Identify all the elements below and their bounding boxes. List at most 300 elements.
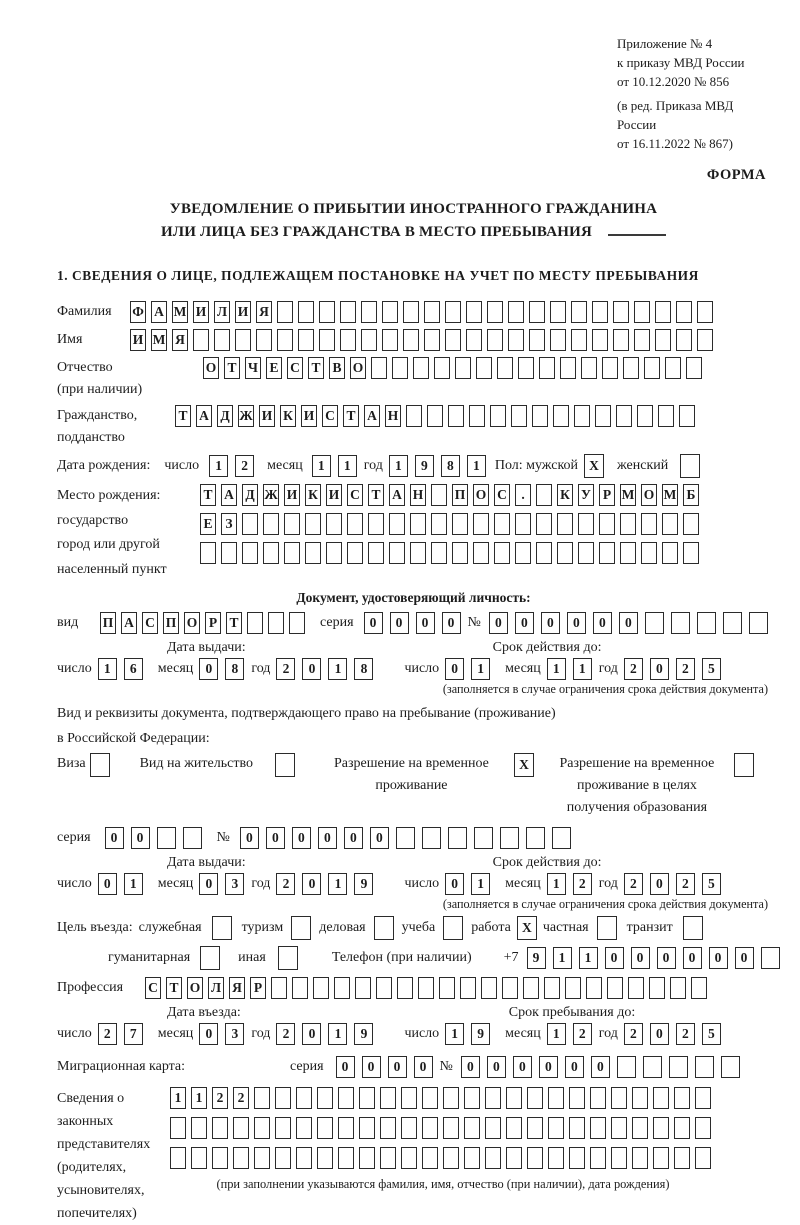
char-cell[interactable]: 1 (547, 658, 566, 680)
entry-month-boxes[interactable] (199, 1023, 251, 1045)
char-cell[interactable] (665, 357, 681, 379)
stay-until-year-boxes[interactable] (624, 1023, 728, 1045)
char-cell[interactable]: М (662, 484, 678, 506)
char-cell[interactable] (653, 1117, 669, 1139)
char-cell[interactable] (305, 513, 321, 535)
stay-until-day-boxes[interactable] (445, 1023, 497, 1045)
char-cell[interactable] (611, 1087, 627, 1109)
char-cell[interactable]: 2 (573, 1023, 592, 1045)
char-cell[interactable] (431, 542, 447, 564)
char-cell[interactable] (397, 977, 413, 999)
profession-boxes[interactable] (145, 977, 712, 999)
char-cell[interactable] (592, 301, 608, 323)
char-cell[interactable] (317, 1087, 333, 1109)
char-cell[interactable] (476, 357, 492, 379)
char-cell[interactable]: 0 (541, 612, 560, 634)
char-cell[interactable]: И (301, 405, 317, 427)
char-cell[interactable]: Л (214, 301, 230, 323)
char-cell[interactable] (641, 542, 657, 564)
char-cell[interactable] (508, 329, 524, 351)
char-cell[interactable] (212, 916, 232, 940)
char-cell[interactable] (305, 542, 321, 564)
char-cell[interactable] (427, 405, 443, 427)
char-cell[interactable] (617, 1056, 636, 1078)
char-cell[interactable]: П (452, 484, 468, 506)
char-cell[interactable]: Д (242, 484, 258, 506)
char-cell[interactable] (497, 357, 513, 379)
char-cell[interactable] (613, 301, 629, 323)
char-cell[interactable] (637, 405, 653, 427)
char-cell[interactable]: Ж (263, 484, 279, 506)
char-cell[interactable] (380, 1147, 396, 1169)
char-cell[interactable]: 0 (565, 1056, 584, 1078)
char-cell[interactable] (296, 1087, 312, 1109)
char-cell[interactable]: 9 (354, 873, 373, 895)
char-cell[interactable] (275, 753, 295, 777)
char-cell[interactable]: 2 (624, 658, 643, 680)
char-cell[interactable]: Я (172, 329, 188, 351)
char-cell[interactable]: 0 (318, 827, 337, 849)
visa-checkbox[interactable] (90, 753, 110, 777)
char-cell[interactable]: Т (166, 977, 182, 999)
char-cell[interactable]: 5 (702, 873, 721, 895)
char-cell[interactable]: 8 (441, 455, 460, 477)
char-cell[interactable]: 1 (312, 455, 331, 477)
char-cell[interactable]: 0 (292, 827, 311, 849)
char-cell[interactable]: Ф (130, 301, 146, 323)
char-cell[interactable] (284, 513, 300, 535)
char-cell[interactable] (392, 357, 408, 379)
char-cell[interactable] (550, 329, 566, 351)
char-cell[interactable]: 1 (467, 455, 486, 477)
char-cell[interactable]: 2 (624, 1023, 643, 1045)
char-cell[interactable] (313, 977, 329, 999)
char-cell[interactable] (506, 1147, 522, 1169)
char-cell[interactable] (422, 827, 441, 849)
char-cell[interactable] (254, 1117, 270, 1139)
char-cell[interactable] (221, 542, 237, 564)
char-cell[interactable] (347, 513, 363, 535)
char-cell[interactable] (410, 513, 426, 535)
char-cell[interactable] (298, 329, 314, 351)
id-issue-month-boxes[interactable] (199, 658, 251, 680)
char-cell[interactable] (319, 301, 335, 323)
char-cell[interactable] (578, 542, 594, 564)
char-cell[interactable]: Н (410, 484, 426, 506)
char-cell[interactable] (380, 1117, 396, 1139)
char-cell[interactable] (569, 1117, 585, 1139)
char-cell[interactable] (422, 1087, 438, 1109)
char-cell[interactable]: 1 (124, 873, 143, 895)
char-cell[interactable]: Е (200, 513, 216, 535)
char-cell[interactable] (571, 329, 587, 351)
char-cell[interactable] (317, 1117, 333, 1139)
char-cell[interactable]: 1 (547, 1023, 566, 1045)
char-cell[interactable] (464, 1117, 480, 1139)
char-cell[interactable] (235, 329, 251, 351)
char-cell[interactable] (536, 542, 552, 564)
char-cell[interactable] (326, 513, 342, 535)
char-cell[interactable]: 2 (98, 1023, 117, 1045)
char-cell[interactable]: 0 (336, 1056, 355, 1078)
char-cell[interactable] (557, 513, 573, 535)
char-cell[interactable] (599, 513, 615, 535)
char-cell[interactable]: П (100, 612, 116, 634)
char-cell[interactable]: Т (368, 484, 384, 506)
char-cell[interactable] (418, 977, 434, 999)
char-cell[interactable] (511, 405, 527, 427)
char-cell[interactable] (590, 1147, 606, 1169)
phone-boxes[interactable] (527, 947, 787, 969)
doc-number-boxes[interactable] (489, 612, 775, 634)
char-cell[interactable]: 0 (650, 1023, 669, 1045)
char-cell[interactable] (683, 513, 699, 535)
char-cell[interactable] (485, 1117, 501, 1139)
char-cell[interactable]: 0 (461, 1056, 480, 1078)
char-cell[interactable] (616, 405, 632, 427)
char-cell[interactable] (632, 1147, 648, 1169)
char-cell[interactable] (634, 329, 650, 351)
char-cell[interactable]: 0 (362, 1056, 381, 1078)
char-cell[interactable]: 0 (199, 873, 218, 895)
char-cell[interactable] (527, 1147, 543, 1169)
char-cell[interactable] (697, 301, 713, 323)
char-cell[interactable] (359, 1147, 375, 1169)
char-cell[interactable] (474, 827, 493, 849)
purpose-work-checkbox[interactable] (517, 916, 537, 940)
char-cell[interactable] (560, 357, 576, 379)
char-cell[interactable] (653, 1147, 669, 1169)
char-cell[interactable] (485, 1087, 501, 1109)
char-cell[interactable] (396, 827, 415, 849)
char-cell[interactable] (242, 513, 258, 535)
char-cell[interactable] (374, 916, 394, 940)
birthplace-row2[interactable] (200, 513, 704, 535)
char-cell[interactable] (183, 827, 202, 849)
char-cell[interactable]: И (326, 484, 342, 506)
char-cell[interactable]: 0 (105, 827, 124, 849)
char-cell[interactable]: 0 (364, 612, 383, 634)
char-cell[interactable]: Т (200, 484, 216, 506)
char-cell[interactable] (410, 542, 426, 564)
char-cell[interactable] (683, 542, 699, 564)
char-cell[interactable]: 2 (276, 658, 295, 680)
char-cell[interactable]: 9 (415, 455, 434, 477)
char-cell[interactable] (552, 827, 571, 849)
char-cell[interactable]: Р (599, 484, 615, 506)
char-cell[interactable] (611, 1147, 627, 1169)
char-cell[interactable]: 1 (445, 1023, 464, 1045)
char-cell[interactable] (490, 405, 506, 427)
char-cell[interactable] (581, 357, 597, 379)
char-cell[interactable] (544, 977, 560, 999)
char-cell[interactable]: 0 (683, 947, 702, 969)
char-cell[interactable]: 2 (212, 1087, 228, 1109)
char-cell[interactable]: 1 (573, 658, 592, 680)
char-cell[interactable]: А (151, 301, 167, 323)
char-cell[interactable]: Р (205, 612, 221, 634)
char-cell[interactable] (448, 405, 464, 427)
char-cell[interactable]: 0 (416, 612, 435, 634)
char-cell[interactable] (515, 513, 531, 535)
char-cell[interactable]: 1 (547, 873, 566, 895)
char-cell[interactable]: 2 (676, 873, 695, 895)
char-cell[interactable]: 0 (631, 947, 650, 969)
char-cell[interactable] (527, 1117, 543, 1139)
char-cell[interactable]: 8 (354, 658, 373, 680)
char-cell[interactable] (529, 301, 545, 323)
char-cell[interactable]: Я (256, 301, 272, 323)
id-valid-day-boxes[interactable] (445, 658, 497, 680)
char-cell[interactable]: 2 (233, 1087, 249, 1109)
char-cell[interactable]: 2 (624, 873, 643, 895)
char-cell[interactable] (548, 1117, 564, 1139)
char-cell[interactable] (680, 454, 700, 478)
char-cell[interactable]: И (193, 301, 209, 323)
char-cell[interactable]: 3 (225, 1023, 244, 1045)
char-cell[interactable]: 0 (240, 827, 259, 849)
char-cell[interactable] (686, 357, 702, 379)
char-cell[interactable] (569, 1087, 585, 1109)
char-cell[interactable]: 0 (515, 612, 534, 634)
char-cell[interactable] (359, 1117, 375, 1139)
char-cell[interactable]: 0 (489, 612, 508, 634)
stay-series-boxes[interactable] (105, 827, 209, 849)
char-cell[interactable]: Е (266, 357, 282, 379)
char-cell[interactable] (448, 827, 467, 849)
char-cell[interactable] (401, 1117, 417, 1139)
char-cell[interactable]: 0 (199, 1023, 218, 1045)
char-cell[interactable]: 0 (539, 1056, 558, 1078)
char-cell[interactable]: 3 (225, 873, 244, 895)
char-cell[interactable]: 0 (445, 873, 464, 895)
purpose-other-checkbox[interactable] (278, 946, 298, 970)
char-cell[interactable]: X (584, 454, 604, 478)
char-cell[interactable] (298, 301, 314, 323)
char-cell[interactable] (679, 405, 695, 427)
char-cell[interactable]: 0 (591, 1056, 610, 1078)
char-cell[interactable] (443, 1147, 459, 1169)
char-cell[interactable]: 0 (487, 1056, 506, 1078)
temp-residence-checkbox[interactable] (514, 753, 534, 777)
char-cell[interactable]: 0 (302, 658, 321, 680)
char-cell[interactable] (695, 1056, 714, 1078)
char-cell[interactable] (445, 301, 461, 323)
patronymic-boxes[interactable] (203, 357, 707, 379)
char-cell[interactable]: 1 (471, 873, 490, 895)
char-cell[interactable] (674, 1087, 690, 1109)
char-cell[interactable]: 1 (328, 873, 347, 895)
char-cell[interactable] (734, 753, 754, 777)
char-cell[interactable] (406, 405, 422, 427)
char-cell[interactable] (571, 301, 587, 323)
char-cell[interactable]: X (517, 916, 537, 940)
char-cell[interactable]: 0 (513, 1056, 532, 1078)
char-cell[interactable]: К (280, 405, 296, 427)
char-cell[interactable]: И (259, 405, 275, 427)
char-cell[interactable]: 0 (131, 827, 150, 849)
char-cell[interactable] (592, 329, 608, 351)
char-cell[interactable] (481, 977, 497, 999)
char-cell[interactable]: И (235, 301, 251, 323)
char-cell[interactable] (469, 405, 485, 427)
char-cell[interactable] (200, 542, 216, 564)
char-cell[interactable]: 0 (593, 612, 612, 634)
char-cell[interactable]: А (389, 484, 405, 506)
char-cell[interactable]: 2 (573, 873, 592, 895)
stay-valid-year-boxes[interactable] (624, 873, 728, 895)
char-cell[interactable]: С (494, 484, 510, 506)
char-cell[interactable] (340, 301, 356, 323)
char-cell[interactable] (697, 329, 713, 351)
char-cell[interactable] (193, 329, 209, 351)
char-cell[interactable] (662, 513, 678, 535)
char-cell[interactable]: 0 (735, 947, 754, 969)
id-issue-day-boxes[interactable] (98, 658, 150, 680)
char-cell[interactable]: С (347, 484, 363, 506)
char-cell[interactable]: О (203, 357, 219, 379)
char-cell[interactable] (632, 1087, 648, 1109)
char-cell[interactable] (464, 1147, 480, 1169)
char-cell[interactable] (574, 405, 590, 427)
char-cell[interactable] (242, 542, 258, 564)
char-cell[interactable]: Ч (245, 357, 261, 379)
char-cell[interactable] (749, 612, 768, 634)
char-cell[interactable] (359, 1087, 375, 1109)
char-cell[interactable]: М (151, 329, 167, 351)
char-cell[interactable] (494, 542, 510, 564)
char-cell[interactable] (389, 513, 405, 535)
residence-permit-checkbox[interactable] (275, 753, 295, 777)
guardians-row2[interactable] (170, 1117, 716, 1139)
char-cell[interactable] (655, 329, 671, 351)
char-cell[interactable]: . (515, 484, 531, 506)
char-cell[interactable]: С (142, 612, 158, 634)
char-cell[interactable] (674, 1147, 690, 1169)
char-cell[interactable]: Н (385, 405, 401, 427)
char-cell[interactable] (170, 1147, 186, 1169)
char-cell[interactable]: 0 (414, 1056, 433, 1078)
char-cell[interactable] (434, 357, 450, 379)
char-cell[interactable] (424, 301, 440, 323)
char-cell[interactable]: 1 (328, 1023, 347, 1045)
char-cell[interactable] (649, 977, 665, 999)
char-cell[interactable]: 1 (98, 658, 117, 680)
char-cell[interactable]: 0 (266, 827, 285, 849)
char-cell[interactable]: 0 (445, 658, 464, 680)
char-cell[interactable] (292, 977, 308, 999)
char-cell[interactable] (569, 1147, 585, 1169)
char-cell[interactable]: 0 (567, 612, 586, 634)
char-cell[interactable]: У (578, 484, 594, 506)
purpose-humanitarian-checkbox[interactable] (200, 946, 220, 970)
char-cell[interactable] (550, 301, 566, 323)
char-cell[interactable] (565, 977, 581, 999)
char-cell[interactable] (338, 1087, 354, 1109)
char-cell[interactable] (466, 329, 482, 351)
char-cell[interactable] (271, 977, 287, 999)
char-cell[interactable]: О (641, 484, 657, 506)
char-cell[interactable] (506, 1087, 522, 1109)
char-cell[interactable] (278, 946, 298, 970)
char-cell[interactable]: Т (175, 405, 191, 427)
char-cell[interactable] (539, 357, 555, 379)
purpose-study-checkbox[interactable] (443, 916, 463, 940)
char-cell[interactable]: 1 (338, 455, 357, 477)
char-cell[interactable] (439, 977, 455, 999)
citizenship-boxes[interactable] (175, 405, 700, 427)
char-cell[interactable] (529, 329, 545, 351)
char-cell[interactable] (401, 1087, 417, 1109)
char-cell[interactable] (424, 329, 440, 351)
char-cell[interactable]: 0 (657, 947, 676, 969)
purpose-transit-checkbox[interactable] (683, 916, 703, 940)
char-cell[interactable] (553, 405, 569, 427)
char-cell[interactable] (723, 612, 742, 634)
birth-month-boxes[interactable] (312, 455, 364, 477)
char-cell[interactable] (296, 1117, 312, 1139)
char-cell[interactable] (721, 1056, 740, 1078)
char-cell[interactable]: 0 (370, 827, 389, 849)
char-cell[interactable] (254, 1147, 270, 1169)
char-cell[interactable] (641, 513, 657, 535)
char-cell[interactable] (361, 301, 377, 323)
char-cell[interactable]: 9 (527, 947, 546, 969)
char-cell[interactable] (275, 1117, 291, 1139)
char-cell[interactable]: 0 (650, 873, 669, 895)
char-cell[interactable] (413, 357, 429, 379)
char-cell[interactable] (611, 1117, 627, 1139)
char-cell[interactable] (595, 405, 611, 427)
char-cell[interactable]: 2 (676, 1023, 695, 1045)
char-cell[interactable]: Л (208, 977, 224, 999)
guardians-row1[interactable] (170, 1087, 716, 1109)
char-cell[interactable] (697, 612, 716, 634)
char-cell[interactable]: З (221, 513, 237, 535)
char-cell[interactable]: Р (250, 977, 266, 999)
char-cell[interactable] (460, 977, 476, 999)
char-cell[interactable]: 1 (209, 455, 228, 477)
char-cell[interactable]: 9 (471, 1023, 490, 1045)
char-cell[interactable]: М (172, 301, 188, 323)
char-cell[interactable]: П (163, 612, 179, 634)
char-cell[interactable] (431, 513, 447, 535)
char-cell[interactable] (371, 357, 387, 379)
char-cell[interactable]: 1 (471, 658, 490, 680)
char-cell[interactable] (695, 1087, 711, 1109)
char-cell[interactable] (653, 1087, 669, 1109)
char-cell[interactable] (620, 513, 636, 535)
name-boxes[interactable] (130, 329, 718, 351)
purpose-business-checkbox[interactable] (374, 916, 394, 940)
char-cell[interactable]: С (287, 357, 303, 379)
char-cell[interactable] (157, 827, 176, 849)
char-cell[interactable]: X (514, 753, 534, 777)
char-cell[interactable]: Т (308, 357, 324, 379)
purpose-official-checkbox[interactable] (212, 916, 232, 940)
char-cell[interactable] (170, 1117, 186, 1139)
char-cell[interactable] (275, 1087, 291, 1109)
char-cell[interactable] (401, 1147, 417, 1169)
char-cell[interactable] (676, 329, 692, 351)
guardians-row3[interactable] (170, 1147, 716, 1169)
char-cell[interactable] (597, 916, 617, 940)
char-cell[interactable] (445, 329, 461, 351)
mc-number-boxes[interactable] (461, 1056, 747, 1078)
gender-female-checkbox[interactable] (680, 454, 700, 478)
char-cell[interactable]: О (187, 977, 203, 999)
char-cell[interactable]: 2 (276, 873, 295, 895)
